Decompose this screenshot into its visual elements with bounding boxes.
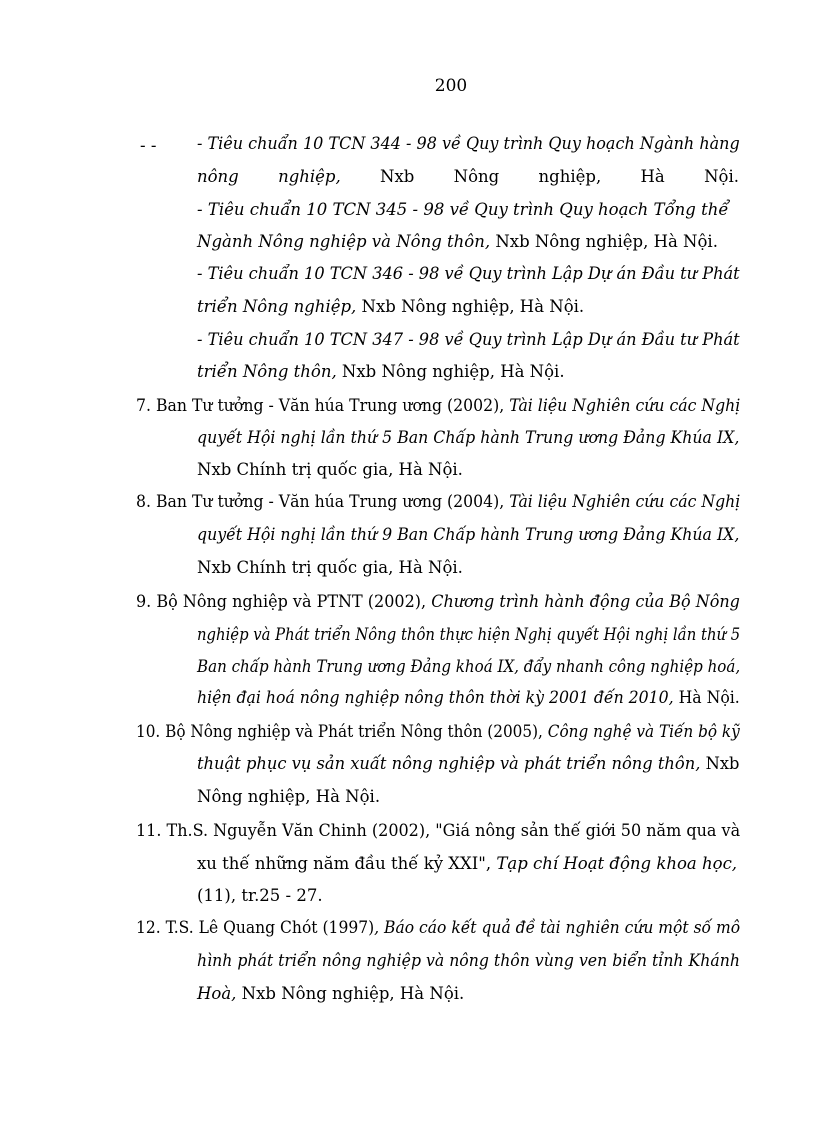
ref12-title-end: Hoà, [197, 984, 237, 1003]
ref7-line2: quyết Hội nghị lần thứ 5 Ban Chấp hành Trung ương Đảng Khúa IX, [197, 428, 740, 447]
word: Hà [640, 167, 665, 186]
ref11-journal: Tạp chí Hoạt động khoa học, [496, 854, 738, 873]
ref12-line2: hình phát triển nông nghiệp và nông thôn vùng ven biển tỉnh Khánh [197, 951, 740, 970]
ref10-title-end: thuật phục vụ sản xuất nông nghiệp và phát triển nông thôn, [197, 754, 701, 773]
ref7-line1 [136, 398, 740, 415]
prefix-marker: - - [140, 136, 157, 155]
std-347-line1: - Tiêu chuẩn 10 TCN 347 - 98 về Quy trình Lập Dự án Đầu tư Phát [197, 330, 740, 349]
ref8-line2: quyết Hội nghị lần thứ 9 Ban Chấp hành Trung ương Đảng Khúa IX, [197, 525, 740, 544]
std-345-line2 [197, 234, 718, 251]
std-346-publisher: Nxb Nông nghiệp, Hà Nội. [356, 297, 585, 316]
word: Nxb [380, 167, 415, 186]
std-345-title: Ngành Nông nghiệp và Nông thôn, [197, 232, 491, 251]
ref12-line1 [136, 920, 740, 937]
ref11-line2 [197, 856, 737, 873]
std-346-line1: - Tiêu chuẩn 10 TCN 346 - 98 về Quy trình Lập Dự án Đầu tư Phát [197, 264, 740, 283]
ref9-line1 [136, 594, 740, 611]
ref12-line3 [197, 986, 464, 1003]
ref11-title: xu thế những năm đầu thế kỷ XXI", [197, 854, 497, 873]
ref9-publisher: Hà Nội. [673, 688, 740, 707]
std-347-line2 [197, 364, 565, 381]
std-344-line2 [197, 169, 739, 186]
ref7-author: 7. Ban Tư tưởng - Văn húa Trung ương (2002), [136, 396, 510, 415]
page-number: 200 [434, 76, 468, 96]
ref8-line1 [136, 494, 740, 511]
std-346-line2 [197, 299, 584, 316]
word: nghiệp, [538, 167, 602, 186]
word: Nông [453, 167, 500, 186]
ref8-publisher: Nxb Chính trị quốc gia, Hà Nội. [197, 558, 463, 577]
ref10-line2 [197, 756, 739, 773]
ref8-title: Tài liệu Nghiên cứu các Nghị [509, 492, 741, 511]
std-344-line1: - Tiêu chuẩn 10 TCN 344 - 98 về Quy trình Quy hoạch Ngành hàng [197, 134, 740, 153]
ref12-author: 12. T.S. Lê Quang Chót (1997) [136, 918, 375, 937]
ref10-line3: Nông nghiệp, Hà Nội. [197, 787, 381, 806]
word: nông [197, 167, 239, 186]
word: Nội. [704, 167, 739, 186]
word: nghiệp, [278, 167, 341, 186]
ref9-title: Chương trình hành động của Bộ Nông [431, 592, 740, 611]
ref11-line1: 11. Th.S. Nguyễn Văn Chinh (2002), "Giá nông sản thế giới 50 năm qua và [136, 821, 741, 840]
std-345-line1: - Tiêu chuẩn 10 TCN 345 - 98 về Quy trình Quy hoạch Tổng thể [197, 200, 729, 219]
std-345-publisher: Nxb Nông nghiệp, Hà Nội. [490, 232, 718, 251]
ref9-title-end: hiện đại hoá nông nghiệp nông thôn thời kỳ 2001 đến 2010, [197, 688, 674, 707]
ref10-author: 10. Bộ Nông nghiệp và Phát triển Nông thôn (2005), [136, 722, 548, 741]
ref7-title: Tài liệu Nghiên cứu các Nghị [509, 396, 741, 415]
ref10-title: Công nghệ và Tiến bộ kỹ [547, 722, 740, 741]
ref11-line3: (11), tr.25 - 27. [197, 886, 323, 905]
ref10-publisher: Nxb [700, 754, 740, 773]
std-346-title: triển Nông nghiệp, [197, 297, 357, 316]
ref9-line4 [197, 690, 740, 707]
ref12-publisher: Nxb Nông nghiệp, Hà Nội. [236, 984, 465, 1003]
ref9-line3: Ban chấp hành Trung ương Đảng khoá IX, đẩy nhanh công nghiệp hoá, [197, 657, 741, 676]
ref12-title: , Báo cáo kết quả đề tài nghiên cứu một số mô [374, 918, 741, 937]
ref10-line1 [136, 724, 740, 741]
ref9-line2: nghiệp và Phát triển Nông thôn thực hiện Nghị quyết Hội nghị lần thứ 5 [197, 625, 741, 644]
ref9-author: 9. Bộ Nông nghiệp và PTNT (2002), [136, 592, 432, 611]
ref8-author: 8. Ban Tư tưởng - Văn húa Trung ương (2004), [136, 492, 510, 511]
ref7-publisher: Nxb Chính trị quốc gia, Hà Nội. [197, 460, 463, 479]
std-347-title: triển Nông thôn, [197, 362, 337, 381]
std-347-publisher: Nxb Nông nghiệp, Hà Nội. [336, 362, 565, 381]
